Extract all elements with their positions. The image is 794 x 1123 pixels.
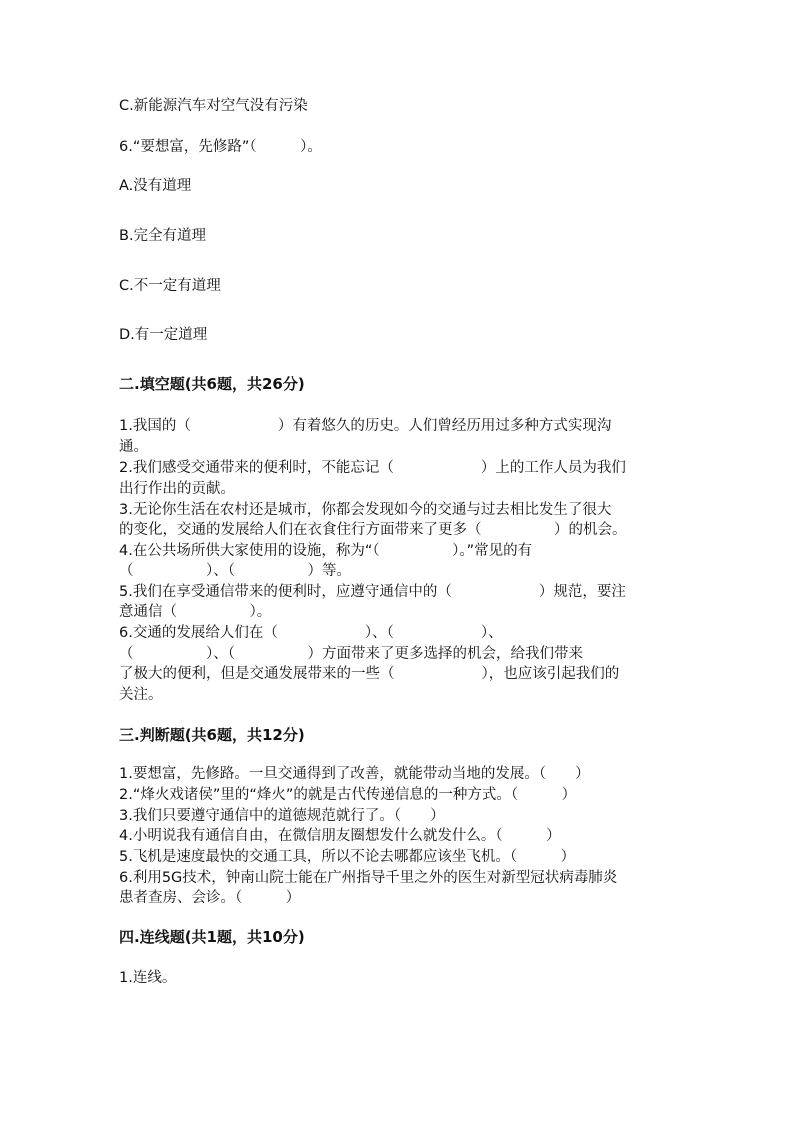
fill-line-14: 关注。 bbox=[119, 687, 163, 703]
q6-option-a: A.没有道理 bbox=[119, 178, 192, 194]
fill-line-10: 意通信（ ）。 bbox=[119, 604, 272, 620]
fill-line-5: 3.无论你生活在农村还是城市，你都会发现如今的交通与过去相比发生了很大 bbox=[119, 502, 612, 518]
fill-line-3: 2.我们感受交通带来的便利时，不能忘记（ ）上的工作人员为我们 bbox=[119, 460, 626, 476]
fill-line-1: 1.我国的（ ）有着悠久的历史。人们曾经历用过多种方式实现沟 bbox=[119, 418, 612, 434]
judge-line-2: 2.“烽火戏诸侯”里的“烽火”的就是古代传递信息的一种方式。（ ） bbox=[119, 787, 577, 803]
fill-line-11: 6.交通的发展给人们在（ ）、（ ）、 bbox=[119, 625, 503, 641]
judge-line-6: 6.利用5G技术，钟南山院士能在广州指导千里之外的医生对新型冠状病毒肺炎 bbox=[119, 870, 618, 886]
q6-option-d: D.有一定道理 bbox=[119, 327, 208, 343]
fill-line-8: （ ）、（ ）等。 bbox=[119, 563, 351, 579]
fill-line-12: （ ）、（ ）方面带来了更多选择的机会，给我们带来 bbox=[119, 646, 583, 662]
fill-line-13: 了极大的便利，但是交通发展带来的一些（ ），也应该引起我们的 bbox=[119, 666, 620, 682]
section-heading-true-false: 三.判断题(共6题，共12分) bbox=[119, 726, 305, 744]
matching-q1: 1.连线。 bbox=[119, 970, 177, 986]
section-heading-matching: 四.连线题(共1题，共10分) bbox=[119, 928, 305, 946]
fill-line-2: 通。 bbox=[119, 439, 148, 455]
judge-line-5: 5.飞机是速度最快的交通工具，所以不论去哪都应该坐飞机。（ ） bbox=[119, 849, 576, 865]
judge-line-4: 4.小明说我有通信自由，在微信朋友圈想发什么就发什么。（ ） bbox=[119, 828, 561, 844]
q5-option-c: C.新能源汽车对空气没有污染 bbox=[119, 98, 308, 114]
q6-option-b: B.完全有道理 bbox=[119, 228, 207, 244]
judge-line-1: 1.要想富，先修路。一旦交通得到了改善，就能带动当地的发展。（ ） bbox=[119, 766, 590, 782]
fill-line-6: 的变化，交通的发展给人们在衣食住行方面带来了更多（ ）的机会。 bbox=[119, 522, 627, 538]
fill-line-7: 4.在公共场所供大家使用的设施，称为“（ ）。”常见的有 bbox=[119, 543, 533, 559]
fill-line-4: 出行作出的贡献。 bbox=[119, 481, 235, 497]
judge-line-3: 3.我们只要遵守通信中的道德规范就行了。（ ） bbox=[119, 808, 445, 824]
fill-line-9: 5.我们在享受通信带来的便利时，应遵守通信中的（ ）规范，要注 bbox=[119, 584, 626, 600]
q6-stem: 6.“要想富，先修路”（ ）。 bbox=[119, 139, 322, 155]
q6-option-c: C.不一定有道理 bbox=[119, 278, 221, 294]
section-heading-fill-in: 二.填空题(共6题，共26分) bbox=[119, 375, 305, 393]
judge-line-7: 患者查房、会诊。（ ） bbox=[119, 890, 301, 906]
